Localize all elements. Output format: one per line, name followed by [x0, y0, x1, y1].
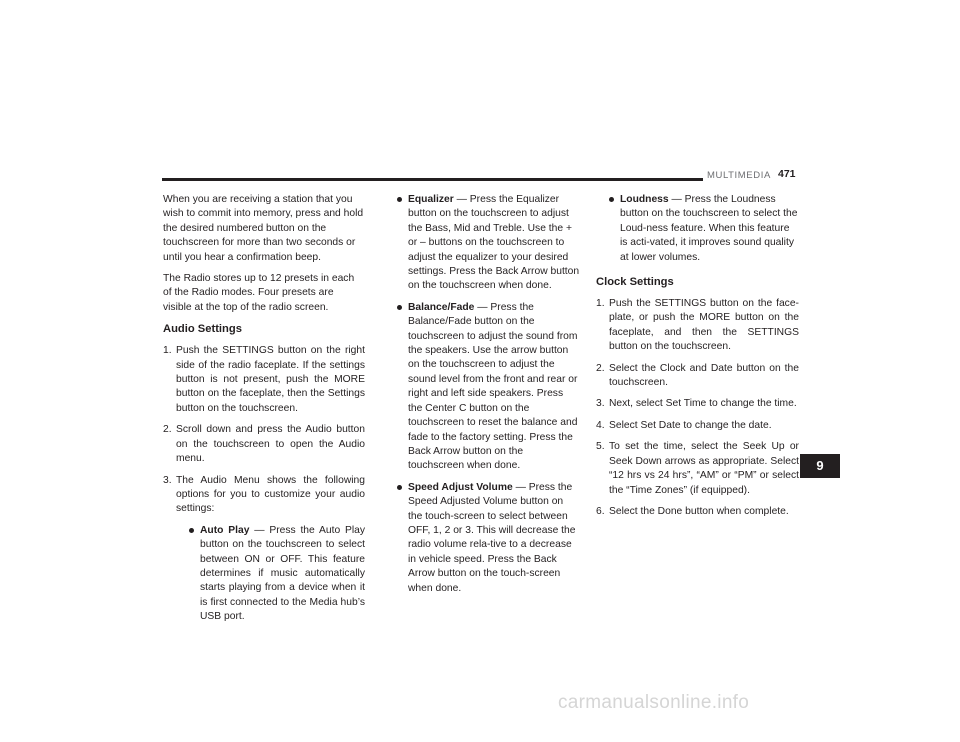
step-number: 4.: [596, 419, 605, 431]
bullet-text: — Press the Balance/Fade button on the touchscreen to adjust the sound from the speakers. Use the arrow button on the touchscreen to adjust the sound level from the front and rear or right and left side speakers. Press the Center C button on the touchscreen to reset the balance and fade to the factory setting. Press the Back Arrow button on the touchscreen when done.: [408, 301, 578, 472]
step-text: To set the time, select the Seek Up or Seek Down arrows as appropriate. Select “12 hrs vs 24 hrs”, “AM” or “PM” or select the “Time Zones” (if equipped).: [609, 441, 799, 496]
bullet-term: Equalizer: [408, 194, 454, 205]
step-text: Push the SETTINGS button on the face-plate, or push the MORE button on the faceplate, and then the SETTINGS button on the touchscreen.: [609, 298, 799, 353]
list-item: [596, 362, 799, 391]
step-text: Select Set Date to change the date.: [609, 419, 772, 431]
intro-paragraph: The Radio stores up to 12 presets in each of the Radio modes. Four presets are visible at the top of the radio screen.: [163, 273, 355, 313]
step-text: Select the Done button when complete.: [609, 505, 789, 517]
bullet-term: Auto Play: [200, 524, 250, 536]
bullet-text: — Press the Loudness button on the touchscreen to select the Loud-ness feature. When this feature is acti-vated, it improves sound quality at lower volumes.: [620, 194, 798, 263]
bullet-item: [397, 301, 580, 474]
list-item: [596, 505, 799, 519]
audio-settings-heading: Audio Settings: [163, 323, 242, 336]
step-number: 3.: [163, 474, 172, 486]
page-number: 471: [778, 168, 796, 180]
list-item: [163, 423, 365, 466]
step-number: 1.: [163, 345, 172, 357]
clock-settings-heading: Clock Settings: [596, 276, 674, 289]
bullet-text: — Press the Auto Play button on the touchscreen to select between ON or OFF. This feature determines if music automatically starts playing from a device when it is first connected to the Media hub’s USB port.: [200, 524, 365, 623]
watermark: carmanualsonline.info: [558, 692, 750, 713]
column-right: [596, 193, 799, 526]
list-item: [596, 297, 799, 355]
bullet-item: [397, 193, 580, 294]
step-number: 5.: [596, 441, 605, 453]
step-number: 2.: [163, 424, 172, 436]
step-text: The Audio Menu shows the following options for you to customize your audio settings:: [176, 474, 365, 515]
list-item: [596, 419, 799, 433]
step-text: Scroll down and press the Audio button on the touchscreen to open the Audio menu.: [176, 424, 365, 465]
step-text: Select the Clock and Date button on the touchscreen.: [609, 362, 799, 389]
bullet-term: Loudness: [620, 194, 669, 205]
step-number: 3.: [596, 398, 605, 410]
bullet-term: Speed Adjust Volume: [408, 481, 513, 493]
section-title: MULTIMEDIA: [707, 170, 771, 181]
bullet-item: [609, 193, 799, 265]
bullet-item: [189, 524, 365, 625]
step-number: 1.: [596, 298, 605, 310]
step-number: 6.: [596, 505, 605, 517]
list-item: [163, 474, 365, 625]
column-middle: [397, 193, 580, 603]
chapter-tab: 9: [800, 454, 840, 478]
header-rule: [162, 178, 703, 181]
intro-paragraph: When you are receiving a station that you wish to commit into memory, press and hold the desired numbered button on the touchscreen for more than two seconds or until you hear a confirmation beep.: [163, 194, 364, 263]
list-item: [163, 344, 365, 416]
list-item: [596, 440, 799, 498]
bullet-item: [397, 481, 580, 596]
list-item: [596, 397, 799, 411]
column-left: [163, 193, 365, 632]
bullet-term: Balance/Fade: [408, 301, 475, 313]
bullet-text: — Press the Equalizer button on the touchscreen to adjust the Bass, Mid and Treble. Use the + or – buttons on the touchscreen to adjust the equalizer to your desired settings. Press the Back Arrow button on the touchscreen when done.: [408, 194, 580, 292]
bullet-text: — Press the Speed Adjusted Volume button on the touch-screen to select between OFF, 1, 2 or 3. This will decrease the radio volume rela-tive to a decrease in vehicle speed. Press the Back Arrow button on the touch-screen when done.: [408, 481, 576, 594]
step-number: 2.: [596, 362, 605, 374]
step-text: Next, select Set Time to change the time.: [609, 398, 797, 410]
step-text: Push the SETTINGS button on the right side of the radio faceplate. If the settings button is not present, push the MORE button on the faceplate, then the Settings button on the touchscreen.: [176, 345, 365, 414]
